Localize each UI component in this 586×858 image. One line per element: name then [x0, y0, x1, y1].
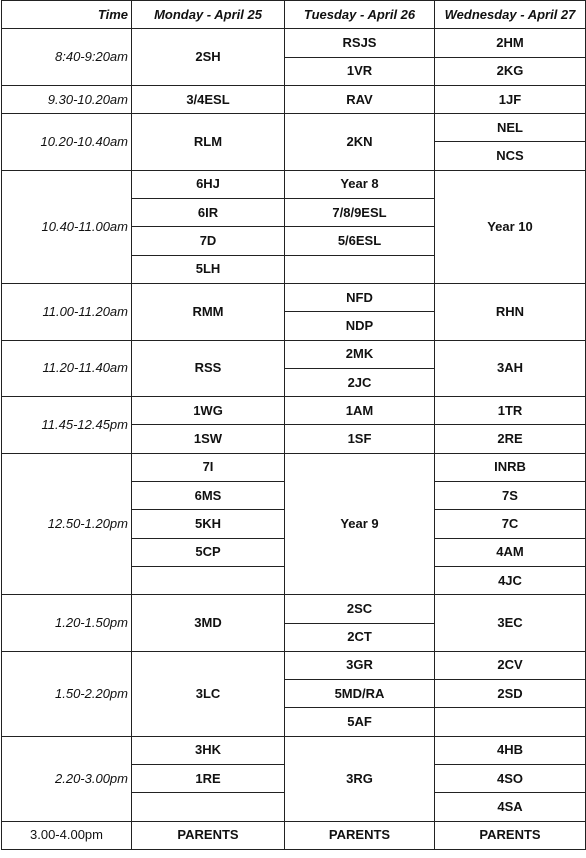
wednesday-class-cell: INRB — [435, 453, 586, 481]
monday-class-cell: RSS — [132, 340, 285, 397]
wednesday-class-cell: 2HM — [435, 29, 586, 57]
wednesday-class-cell: 4HB — [435, 736, 586, 764]
monday-class-cell: 6MS — [132, 482, 285, 510]
tuesday-class-cell: 5/6ESL — [285, 227, 435, 255]
tuesday-class-cell: 5AF — [285, 708, 435, 736]
tuesday-class-cell: 2CT — [285, 623, 435, 651]
wednesday-class-cell: 4AM — [435, 538, 586, 566]
tuesday-class-cell: Year 9 — [285, 453, 435, 594]
tuesday-class-cell: 5MD/RA — [285, 680, 435, 708]
wednesday-class-cell — [435, 708, 586, 736]
schedule-row — [2, 283, 586, 311]
tuesday-class-cell: RAV — [285, 85, 435, 113]
time-slot: 11.20-11.40am — [2, 340, 132, 397]
monday-class-cell: 3/4ESL — [132, 85, 285, 113]
tuesday-class-cell: Year 8 — [285, 170, 435, 198]
schedule-row — [2, 595, 586, 623]
time-slot: 2.20-3.00pm — [2, 736, 132, 821]
monday-class-cell: 1RE — [132, 765, 285, 793]
monday-class-cell: 2SH — [132, 29, 285, 86]
monday-class-cell: 3MD — [132, 595, 285, 652]
header-tuesday: Tuesday - April 26 — [285, 1, 435, 29]
wednesday-class-cell: 1JF — [435, 85, 586, 113]
schedule-row — [2, 114, 586, 142]
monday-class-cell: 6IR — [132, 199, 285, 227]
tuesday-class-cell: RSJS — [285, 29, 435, 57]
tuesday-class-cell: NDP — [285, 312, 435, 340]
schedule-row — [2, 397, 586, 425]
wednesday-class-cell: 7C — [435, 510, 586, 538]
monday-class-cell: RLM — [132, 114, 285, 171]
wednesday-class-cell: 4SA — [435, 793, 586, 821]
time-slot: 1.20-1.50pm — [2, 595, 132, 652]
time-slot: 9.30-10.20am — [2, 85, 132, 113]
wednesday-class-cell: Year 10 — [435, 170, 586, 283]
wednesday-class-cell: 3AH — [435, 340, 586, 397]
time-slot: 12.50-1.20pm — [2, 453, 132, 594]
wednesday-class-cell: 2CV — [435, 651, 586, 679]
header-time: Time — [2, 1, 132, 29]
header-row — [2, 1, 586, 29]
schedule-row — [2, 85, 586, 113]
schedule-row — [2, 651, 586, 679]
time-slot: 10.20-10.40am — [2, 114, 132, 171]
monday-class-cell: 7I — [132, 453, 285, 481]
monday-class-cell — [132, 793, 285, 821]
wednesday-class-cell: 2SD — [435, 680, 586, 708]
tuesday-class-cell: 2KN — [285, 114, 435, 171]
tuesday-class-cell: 3GR — [285, 651, 435, 679]
monday-class-cell: 7D — [132, 227, 285, 255]
monday-class-cell: 1SW — [132, 425, 285, 453]
schedule-row — [2, 453, 586, 481]
tuesday-class-cell: 2MK — [285, 340, 435, 368]
wednesday-class-cell: 2KG — [435, 57, 586, 85]
monday-class-cell: 3LC — [132, 651, 285, 736]
monday-class-cell: PARENTS — [132, 821, 285, 849]
time-slot: 10.40-11.00am — [2, 170, 132, 283]
schedule-table — [1, 0, 586, 850]
wednesday-class-cell: 4SO — [435, 765, 586, 793]
wednesday-class-cell: NCS — [435, 142, 586, 170]
time-slot: 1.50-2.20pm — [2, 651, 132, 736]
schedule-row — [2, 29, 586, 57]
monday-class-cell: 5LH — [132, 255, 285, 283]
tuesday-class-cell: 3RG — [285, 736, 435, 821]
monday-class-cell — [132, 566, 285, 594]
tuesday-class-cell: 2SC — [285, 595, 435, 623]
wednesday-class-cell: 7S — [435, 482, 586, 510]
schedule-row — [2, 736, 586, 764]
wednesday-class-cell: RHN — [435, 283, 586, 340]
time-slot: 3.00-4.00pm — [2, 821, 132, 849]
schedule-row — [2, 170, 586, 198]
schedule-body — [2, 29, 586, 850]
header-wednesday: Wednesday - April 27 — [435, 1, 586, 29]
tuesday-class-cell: 1SF — [285, 425, 435, 453]
schedule-row — [2, 821, 586, 849]
tuesday-class-cell — [285, 255, 435, 283]
time-slot: 11.00-11.20am — [2, 283, 132, 340]
monday-class-cell: 5CP — [132, 538, 285, 566]
tuesday-class-cell: 1VR — [285, 57, 435, 85]
schedule-row — [2, 340, 586, 368]
tuesday-class-cell: 2JC — [285, 368, 435, 396]
wednesday-class-cell: PARENTS — [435, 821, 586, 849]
time-slot: 11.45-12.45pm — [2, 397, 132, 454]
monday-class-cell: 3HK — [132, 736, 285, 764]
tuesday-class-cell: NFD — [285, 283, 435, 311]
monday-class-cell: 5KH — [132, 510, 285, 538]
wednesday-class-cell: 3EC — [435, 595, 586, 652]
tuesday-class-cell: 7/8/9ESL — [285, 199, 435, 227]
tuesday-class-cell: 1AM — [285, 397, 435, 425]
monday-class-cell: 6HJ — [132, 170, 285, 198]
wednesday-class-cell: 2RE — [435, 425, 586, 453]
header-monday: Monday - April 25 — [132, 1, 285, 29]
wednesday-class-cell: NEL — [435, 114, 586, 142]
tuesday-class-cell: PARENTS — [285, 821, 435, 849]
monday-class-cell: 1WG — [132, 397, 285, 425]
wednesday-class-cell: 4JC — [435, 566, 586, 594]
wednesday-class-cell: 1TR — [435, 397, 586, 425]
monday-class-cell: RMM — [132, 283, 285, 340]
time-slot: 8:40-9:20am — [2, 29, 132, 86]
